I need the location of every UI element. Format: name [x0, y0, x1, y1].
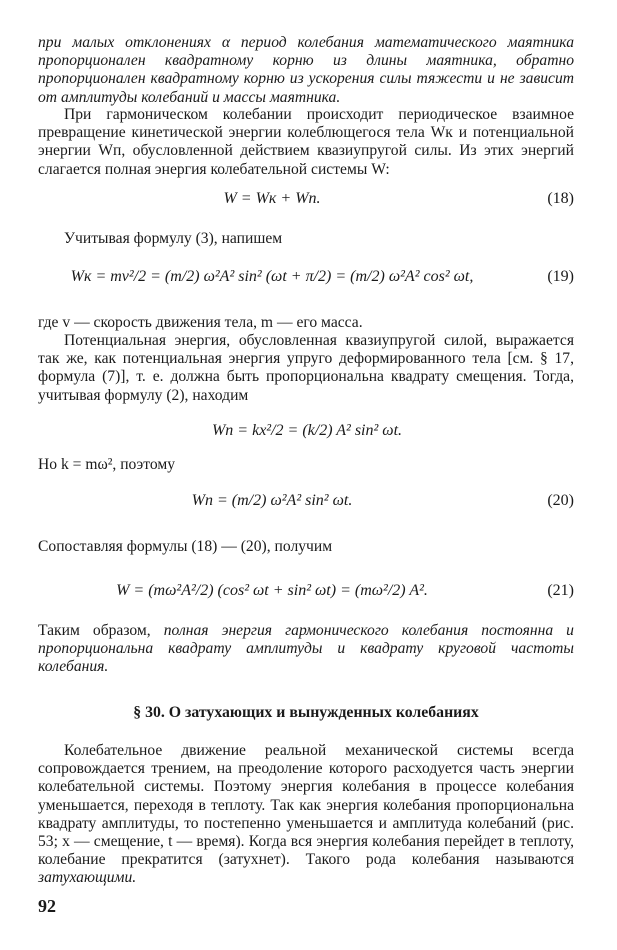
velocity-mass-definition: где v — скорость движения тела, m — его масса. [38, 314, 363, 331]
equation-potential-kx [40, 420, 574, 460]
equation-19-expression: Wк = mv²/2 = (m/2) ω²A² sin² (ωt + π/2) = (m/2) ω²A² cos² ωt, [70, 268, 474, 285]
equation-18-number: (18) [547, 190, 574, 207]
equation-21-number: (21) [547, 582, 574, 599]
equation-21-expression: W = (mω²A²/2) (cos² ωt + sin² ωt) = (mω²/2) A². [116, 582, 428, 599]
section-heading: § 30. О затухающих и вынужденных колебаниях [133, 704, 479, 721]
equation-21 [40, 580, 574, 620]
equation-19 [40, 266, 574, 306]
equation-20-expression: Wп = (m/2) ω²A² sin² ωt. [191, 492, 353, 509]
equation-18-expression: W = Wк + Wп. [223, 190, 321, 207]
potential-energy-paragraph: Потенциальная энергия, обусловленная квазиупругой силой, выражается так же, как потенциальная энергия упруго деформированного тела [см. § 17, формула (7)], т. е. должна быть пропорциональна квадрату смещения. Тогда, учитывая формулу (2), находим [38, 332, 574, 404]
equation-20 [40, 490, 574, 530]
formula-3-intro: Учитывая формулу (3), напишем [64, 230, 283, 247]
damped-oscillation-paragraph [38, 742, 574, 888]
energy-conversion-paragraph: При гармоническом колебании происходит периодическое взаимное превращение кинетической энергии колеблющегося тела Wк и потенциальной энергии Wп, обусловленной действием квазиупругой силы. Из этих энергий слагается полная энергия колебательной системы W: [38, 106, 574, 178]
equation-19-number: (19) [547, 268, 574, 285]
damped-paragraph-text: Колебательное движение реальной механической системы всегда сопровождается трением, на преодоление которого расходуется часть энергии колебательной системы. Поэтому энергия колебания в процессе колебания уменьшается, переходя в теплоту. Так как энергия колебания пропорциональна квадрату амплитуды, то постепенно уменьшается и амплитуда колебаний (рис. 53; x — смещение, t — время). Когда вся энергия колебания перейдет в теплоту, колебание прекратится (затухнет). Такого рода колебания называются [38, 742, 574, 869]
total-energy-conclusion [38, 622, 574, 677]
conclusion-italic-text: полная энергия гармонического колебания постоянна и пропорциональна квадрату амплитуды и квадрату круговой частоты колебания. [38, 622, 574, 676]
k-relation-line: Но k = mω², поэтому [38, 456, 176, 473]
conclusion-lead-text: Таким образом, [38, 622, 164, 639]
damped-term-italic: затухающими. [38, 869, 137, 887]
equation-18 [40, 188, 574, 228]
equation-potential-kx-expression: Wп = kx²/2 = (k/2) A² sin² ωt. [211, 422, 403, 439]
equation-20-number: (20) [547, 492, 574, 509]
pendulum-conclusion-paragraph: при малых отклонениях α период колебания математического маятника пропорционален квадратному корню из длины маятника, обратно пропорционален квадратному корню из ускорения силы тяжести и не зависит от амплитуды колебаний и массы маятника. [38, 34, 574, 106]
page-number: 92 [38, 896, 56, 916]
compare-formulas-line: Сопоставляя формулы (18) — (20), получим [38, 538, 333, 555]
